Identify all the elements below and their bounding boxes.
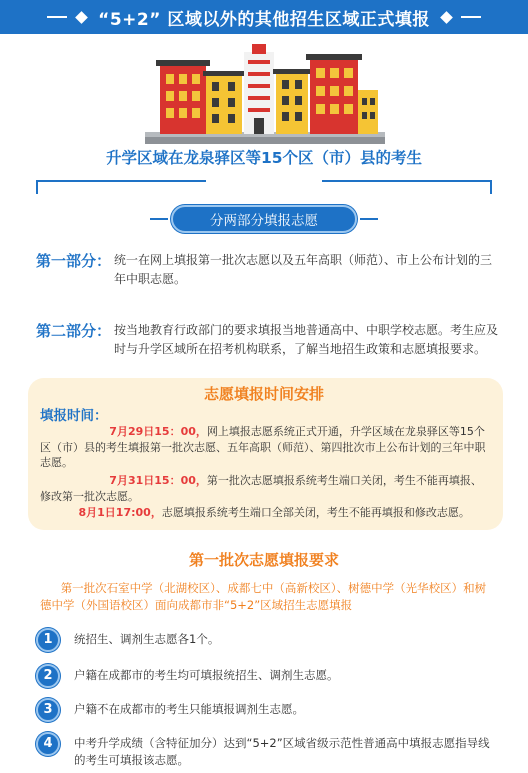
city-buildings-illustration (140, 44, 390, 144)
region-title: 升学区域在龙泉驿区等15个区（市）县的考生 (105, 149, 423, 167)
frame-right-tick (490, 180, 492, 194)
frame-left-tick (36, 180, 38, 194)
schedule-item (40, 424, 488, 471)
part-one-text: 统一在网上填报第一批次志愿以及五年高职（师范）、市上公布计划的三年中职志愿。 (114, 253, 493, 286)
requirement-item (36, 732, 506, 769)
requirement-text: 中考升学成绩（含特征加分）达到“5+2”区域省级示范性普通高中填报志愿指导线的考生可填报该志愿。 (74, 736, 490, 767)
frame-top-right (322, 180, 492, 182)
frame-top-left (36, 180, 206, 182)
requirement-text: 统招生、调剂生志愿各1个。 (74, 632, 220, 646)
diamond-icon (75, 11, 88, 24)
requirement-item (36, 664, 506, 688)
header-banner (0, 0, 528, 34)
number-badge: 3 (36, 698, 60, 722)
schedule-date: 8月1日17:00， (78, 506, 162, 519)
banner-title: “5+2” 区域以外的其他招生区域正式填报 (98, 9, 430, 30)
schedule-title: 志愿填报时间安排 (203, 385, 324, 403)
pill-label: 分两部分填报志愿 (210, 213, 318, 229)
part-two-label: 第二部分： (36, 322, 112, 340)
requirements-intro: 第一批次石室中学（北湖校区）、成都七中（高新校区）、树德中学（光华校区）和树德中学（外国语校区）面向成都市非“5+2”区域招生志愿填报 (40, 581, 487, 612)
requirement-text: 户籍不在成都市的考生只能填报调剂生志愿。 (74, 702, 304, 716)
schedule-date: 7月29日15：00， (109, 425, 207, 438)
part-one-label: 第一部分： (36, 252, 112, 270)
number-badge: 2 (36, 664, 60, 688)
pill-right-wing (360, 218, 378, 220)
diamond-icon (440, 11, 453, 24)
schedule-heading: 填报时间： (40, 408, 108, 424)
number-badge: 1 (36, 628, 60, 652)
requirements-title: 第一批次志愿填报要求 (188, 551, 339, 569)
schedule-text: 志愿填报系统考生端口全部关闭，考生不能再填报和修改志愿。 (161, 506, 470, 519)
requirement-item (36, 628, 506, 652)
requirement-item (36, 698, 506, 722)
two-parts-pill (171, 205, 357, 233)
requirement-text: 户籍在成都市的考生均可填报统招生、调剂生志愿。 (74, 668, 339, 682)
banner-left-line (47, 16, 67, 18)
number-badge: 4 (36, 732, 60, 756)
schedule-item (40, 473, 488, 504)
part-two-text: 按当地教育行政部门的要求填报当地普通高中、中职学校志愿。考生应及时与升学区域所在招考机构联系，了解当地招生政策和志愿填报要求。 (114, 323, 499, 356)
schedule-text: 网上填报志愿系统正式开通，升学区域在龙泉驿区等15个区（市）县的考生填报第一批次志愿、五年高职（师范）、第四批次市上公布计划的三年中职志愿。 (40, 425, 486, 469)
schedule-text: 第一批次志愿填报系统考生端口关闭，考生不能再填报、修改第一批次志愿。 (40, 474, 482, 503)
schedule-date: 7月31日15：00， (109, 474, 207, 487)
schedule-item (40, 505, 488, 521)
pill-left-wing (150, 218, 168, 220)
banner-right-line (461, 16, 481, 18)
